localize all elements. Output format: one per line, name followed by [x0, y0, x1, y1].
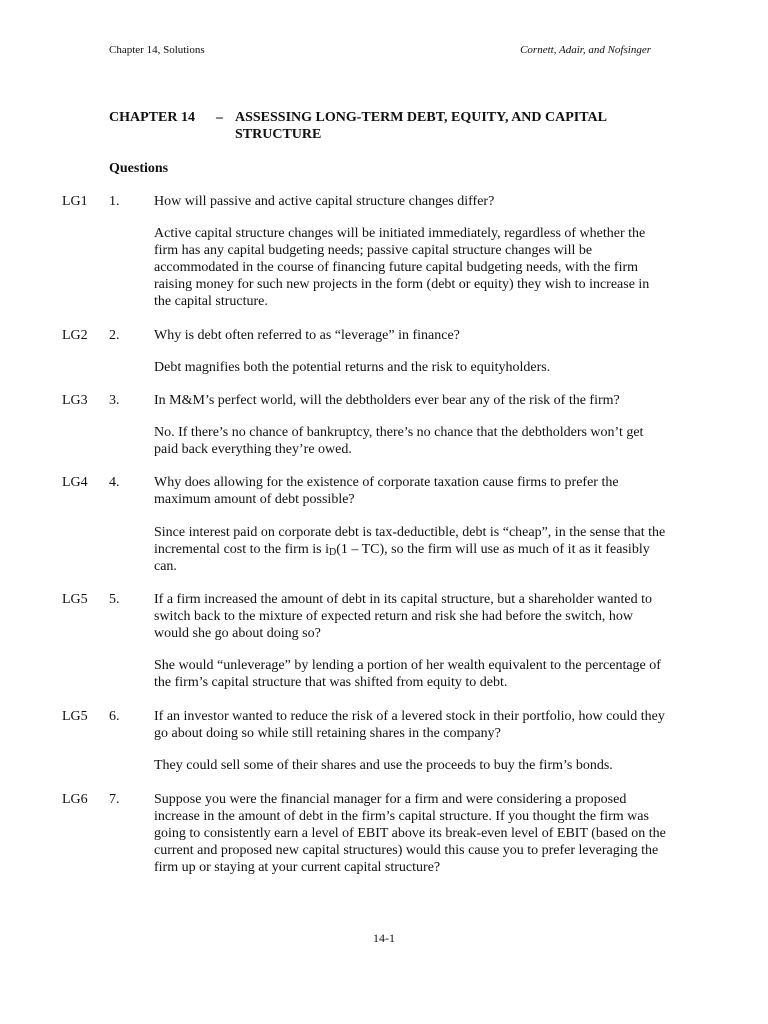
chapter-number: CHAPTER 14: [109, 110, 195, 125]
answer-text-part: Since interest paid on corporate debt is tax-deductible, debt is “cheap”, in the sense that the incremental cost to the firm is i: [154, 525, 666, 557]
answer-text-part: (1 – TC), so the firm will use as much of it as it feasibly can.: [154, 542, 650, 574]
question-number: 1.: [109, 194, 120, 209]
answer-text: They could sell some of their shares and use the proceeds to buy the firm’s bonds.: [154, 758, 613, 773]
chapter-title: ASSESSING LONG-TERM DEBT, EQUITY, AND CAPITAL STRUCTURE: [235, 110, 607, 142]
section-heading: Questions: [109, 161, 169, 176]
answer-text: No. If there’s no chance of bankruptcy, there’s no chance that the debtholders won’t get paid back everything they’re owed.: [154, 425, 644, 457]
question-number: 7.: [109, 792, 120, 807]
answer-text: Debt magnifies both the potential returns and the risk to equityholders.: [154, 360, 551, 375]
question-text: How will passive and active capital structure changes differ?: [154, 194, 495, 209]
question-text: If a firm increased the amount of debt in its capital structure, but a shareholder wanted to switch back to the mixture of expected return and risk she had before the switch, how would she go about doing so?: [154, 592, 652, 641]
question-text: Why does allowing for the existence of corporate taxation cause firms to prefer the maximum amount of debt possible?: [154, 475, 619, 507]
learning-goal-label: LG2: [62, 328, 88, 343]
question-number: 6.: [109, 709, 120, 724]
learning-goal-label: LG4: [62, 475, 88, 490]
answer-text: She would “unleverage” by lending a portion of her wealth equivalent to the percentage of the firm’s capital structure that was shifted from equity to debt.: [154, 658, 661, 690]
question-text: If an investor wanted to reduce the risk of a levered stock in their portfolio, how could they go about doing so while still retaining shares in the company?: [154, 709, 665, 741]
question-text: In M&M’s perfect world, will the debtholders ever bear any of the risk of the firm?: [154, 393, 620, 408]
learning-goal-label: LG1: [62, 194, 88, 209]
running-header-right: Cornett, Adair, and Nofsinger: [520, 44, 651, 56]
question-number: 3.: [109, 393, 120, 408]
learning-goal-label: LG3: [62, 393, 88, 408]
question-number: 4.: [109, 475, 120, 490]
question-number: 5.: [109, 592, 120, 607]
learning-goal-label: LG5: [62, 709, 88, 724]
learning-goal-label: LG6: [62, 792, 88, 807]
question-text: Why is debt often referred to as “leverage” in finance?: [154, 328, 460, 343]
answer-text: Active capital structure changes will be initiated immediately, regardless of whether the firm has any capital budgeting needs; passive capital structure changes will be accommodated in the course of financing future capital budgeting needs, with the firm raising money for such new projects in the form (debt or equity) they wish to increase in the capital structure.: [154, 226, 650, 309]
page-number: 14-1: [373, 931, 395, 945]
question-number: 2.: [109, 328, 120, 343]
question-text: Suppose you were the financial manager for a firm and were considering a proposed increase in the amount of debt in the firm’s capital structure. If you thought the firm was going to consistently earn a level of EBIT above its break-even level of EBIT (based on the current and proposed new capital structures) would this cause you to prefer leveraging the firm up or staying at your current capital structure?: [154, 792, 666, 875]
subscript-d: D: [328, 547, 337, 558]
running-header-left: Chapter 14, Solutions: [109, 44, 205, 56]
answer-text: [154, 524, 666, 575]
chapter-dash: –: [216, 110, 223, 125]
learning-goal-label: LG5: [62, 592, 88, 607]
